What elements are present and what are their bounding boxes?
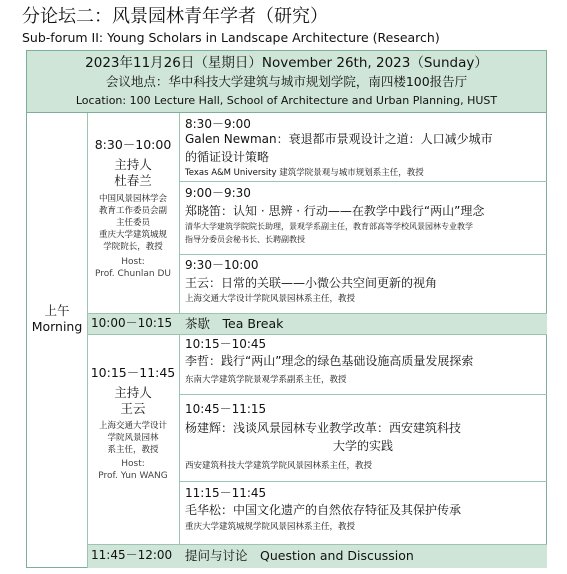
session1-host-label: Host: bbox=[121, 257, 145, 267]
talk2-affil-2: 指导分委员会秘书长、长聘副教授 bbox=[185, 235, 305, 244]
session2-host-role: 主持人 bbox=[114, 385, 152, 400]
talk4-time: 10:15－10:45 bbox=[185, 337, 267, 351]
talk5-title-1: 杨建辉：浅谈风景园林专业教学改革：西安建筑科技 bbox=[185, 421, 462, 435]
period-zh: 上午 bbox=[44, 303, 70, 318]
session1-time: 8:30－10:00 bbox=[94, 137, 172, 152]
talk2-title-1: 郑晓笛：认知 · 思辨 · 行动——在教学中践行“两山”理念 bbox=[185, 204, 485, 218]
talk1-title-1: Galen Newman：衰退都市景观设计之道：人口减少城市 bbox=[185, 132, 493, 146]
session2-host-affil-1: 上海交通大学设计 bbox=[98, 421, 167, 431]
session2-host-en: Prof. Yun WANG bbox=[98, 471, 168, 481]
session2-host-affil-3: 系主任，教授 bbox=[107, 445, 159, 455]
talk1-affil-1: Texas A&M University 建筑学院景观与城市规划系主任，教授 bbox=[185, 168, 424, 178]
session1-host-affil-4: 重庆大学建筑城规 bbox=[98, 230, 167, 240]
break-label: 茶歇 Tea Break bbox=[185, 316, 284, 331]
talk6-title-1: 毛华松：中国文化遗产的自然依存特征及其保护传承 bbox=[185, 503, 462, 517]
session2-host-affil-2: 学院风景园林 bbox=[107, 433, 159, 443]
talk5-affil-1: 西安建筑科技大学建筑学院风景园林系主任，教授 bbox=[185, 461, 373, 471]
schedule-header bbox=[26, 50, 547, 112]
talk6-affil-1: 重庆大学建筑城规学院风景园林系主任，教授 bbox=[185, 522, 356, 532]
session2-time: 10:15－11:45 bbox=[90, 365, 176, 380]
talk5-time: 10:45－11:15 bbox=[185, 402, 267, 416]
talk5-title-2: 大学的实践 bbox=[332, 439, 393, 453]
venue-en: Location: 100 Lecture Hall, School of Architecture and Urban Planning, HUST bbox=[75, 94, 498, 107]
talk2-time: 9:00－9:30 bbox=[185, 186, 251, 200]
talk1-time: 8:30－9:00 bbox=[185, 117, 251, 131]
session1-host-affil-3: 主任委员 bbox=[115, 218, 150, 228]
page-subtitle: Sub-forum II: Young Scholars in Landscape Architecture (Research) bbox=[22, 30, 440, 45]
discussion-label: 提问与讨论 Question and Discussion bbox=[185, 548, 414, 563]
venue-zh: 会议地点：华中科技大学建筑与城市规划学院，南四楼100报告厅 bbox=[105, 74, 468, 89]
session1-host-affil-5: 学院院长，教授 bbox=[103, 242, 163, 252]
period-en: Morning bbox=[31, 319, 83, 334]
session1-host-affil-1: 中国风景园林学会 bbox=[98, 194, 167, 204]
schedule-table bbox=[26, 112, 547, 568]
break-time: 10:00－10:15 bbox=[91, 316, 173, 330]
session1-host-name: 杜春兰 bbox=[114, 173, 152, 188]
date-line: 2023年11月26日（星期日）November 26th, 2023（Sunday） bbox=[85, 55, 488, 71]
talk3-affil-1: 上海交通大学设计学院风景园林系主任，教授 bbox=[185, 294, 356, 304]
session1-host-affil-2: 教育工作委员会副 bbox=[98, 206, 167, 216]
session2-host-name: 王云 bbox=[120, 401, 146, 416]
talk6-time: 11:15－11:45 bbox=[185, 486, 267, 500]
talk3-title-1: 王云：日常的关联——小微公共空间更新的视角 bbox=[185, 276, 438, 290]
talk4-title-1: 李哲：践行“两山”理念的绿色基础设施高质量发展探索 bbox=[185, 354, 474, 368]
session1-host-en: Prof. Chunlan DU bbox=[94, 269, 171, 279]
session1-host-role: 主持人 bbox=[114, 157, 152, 172]
session2-host-label: Host: bbox=[121, 459, 145, 469]
talk2-affil-1: 清华大学建筑学院院长助理，景观学系副主任，教育部高等学校风景园林专业教学 bbox=[185, 222, 473, 231]
talk1-title-2: 的循证设计策略 bbox=[185, 150, 270, 164]
talk4-affil-1: 东南大学建筑学院景观学系副系主任，教授 bbox=[185, 375, 347, 385]
discussion-time: 11:45－12:00 bbox=[91, 548, 173, 562]
page-title: 分论坛二：风景园林青年学者（研究） bbox=[22, 6, 328, 27]
talk3-time: 9:30－10:00 bbox=[185, 258, 259, 272]
